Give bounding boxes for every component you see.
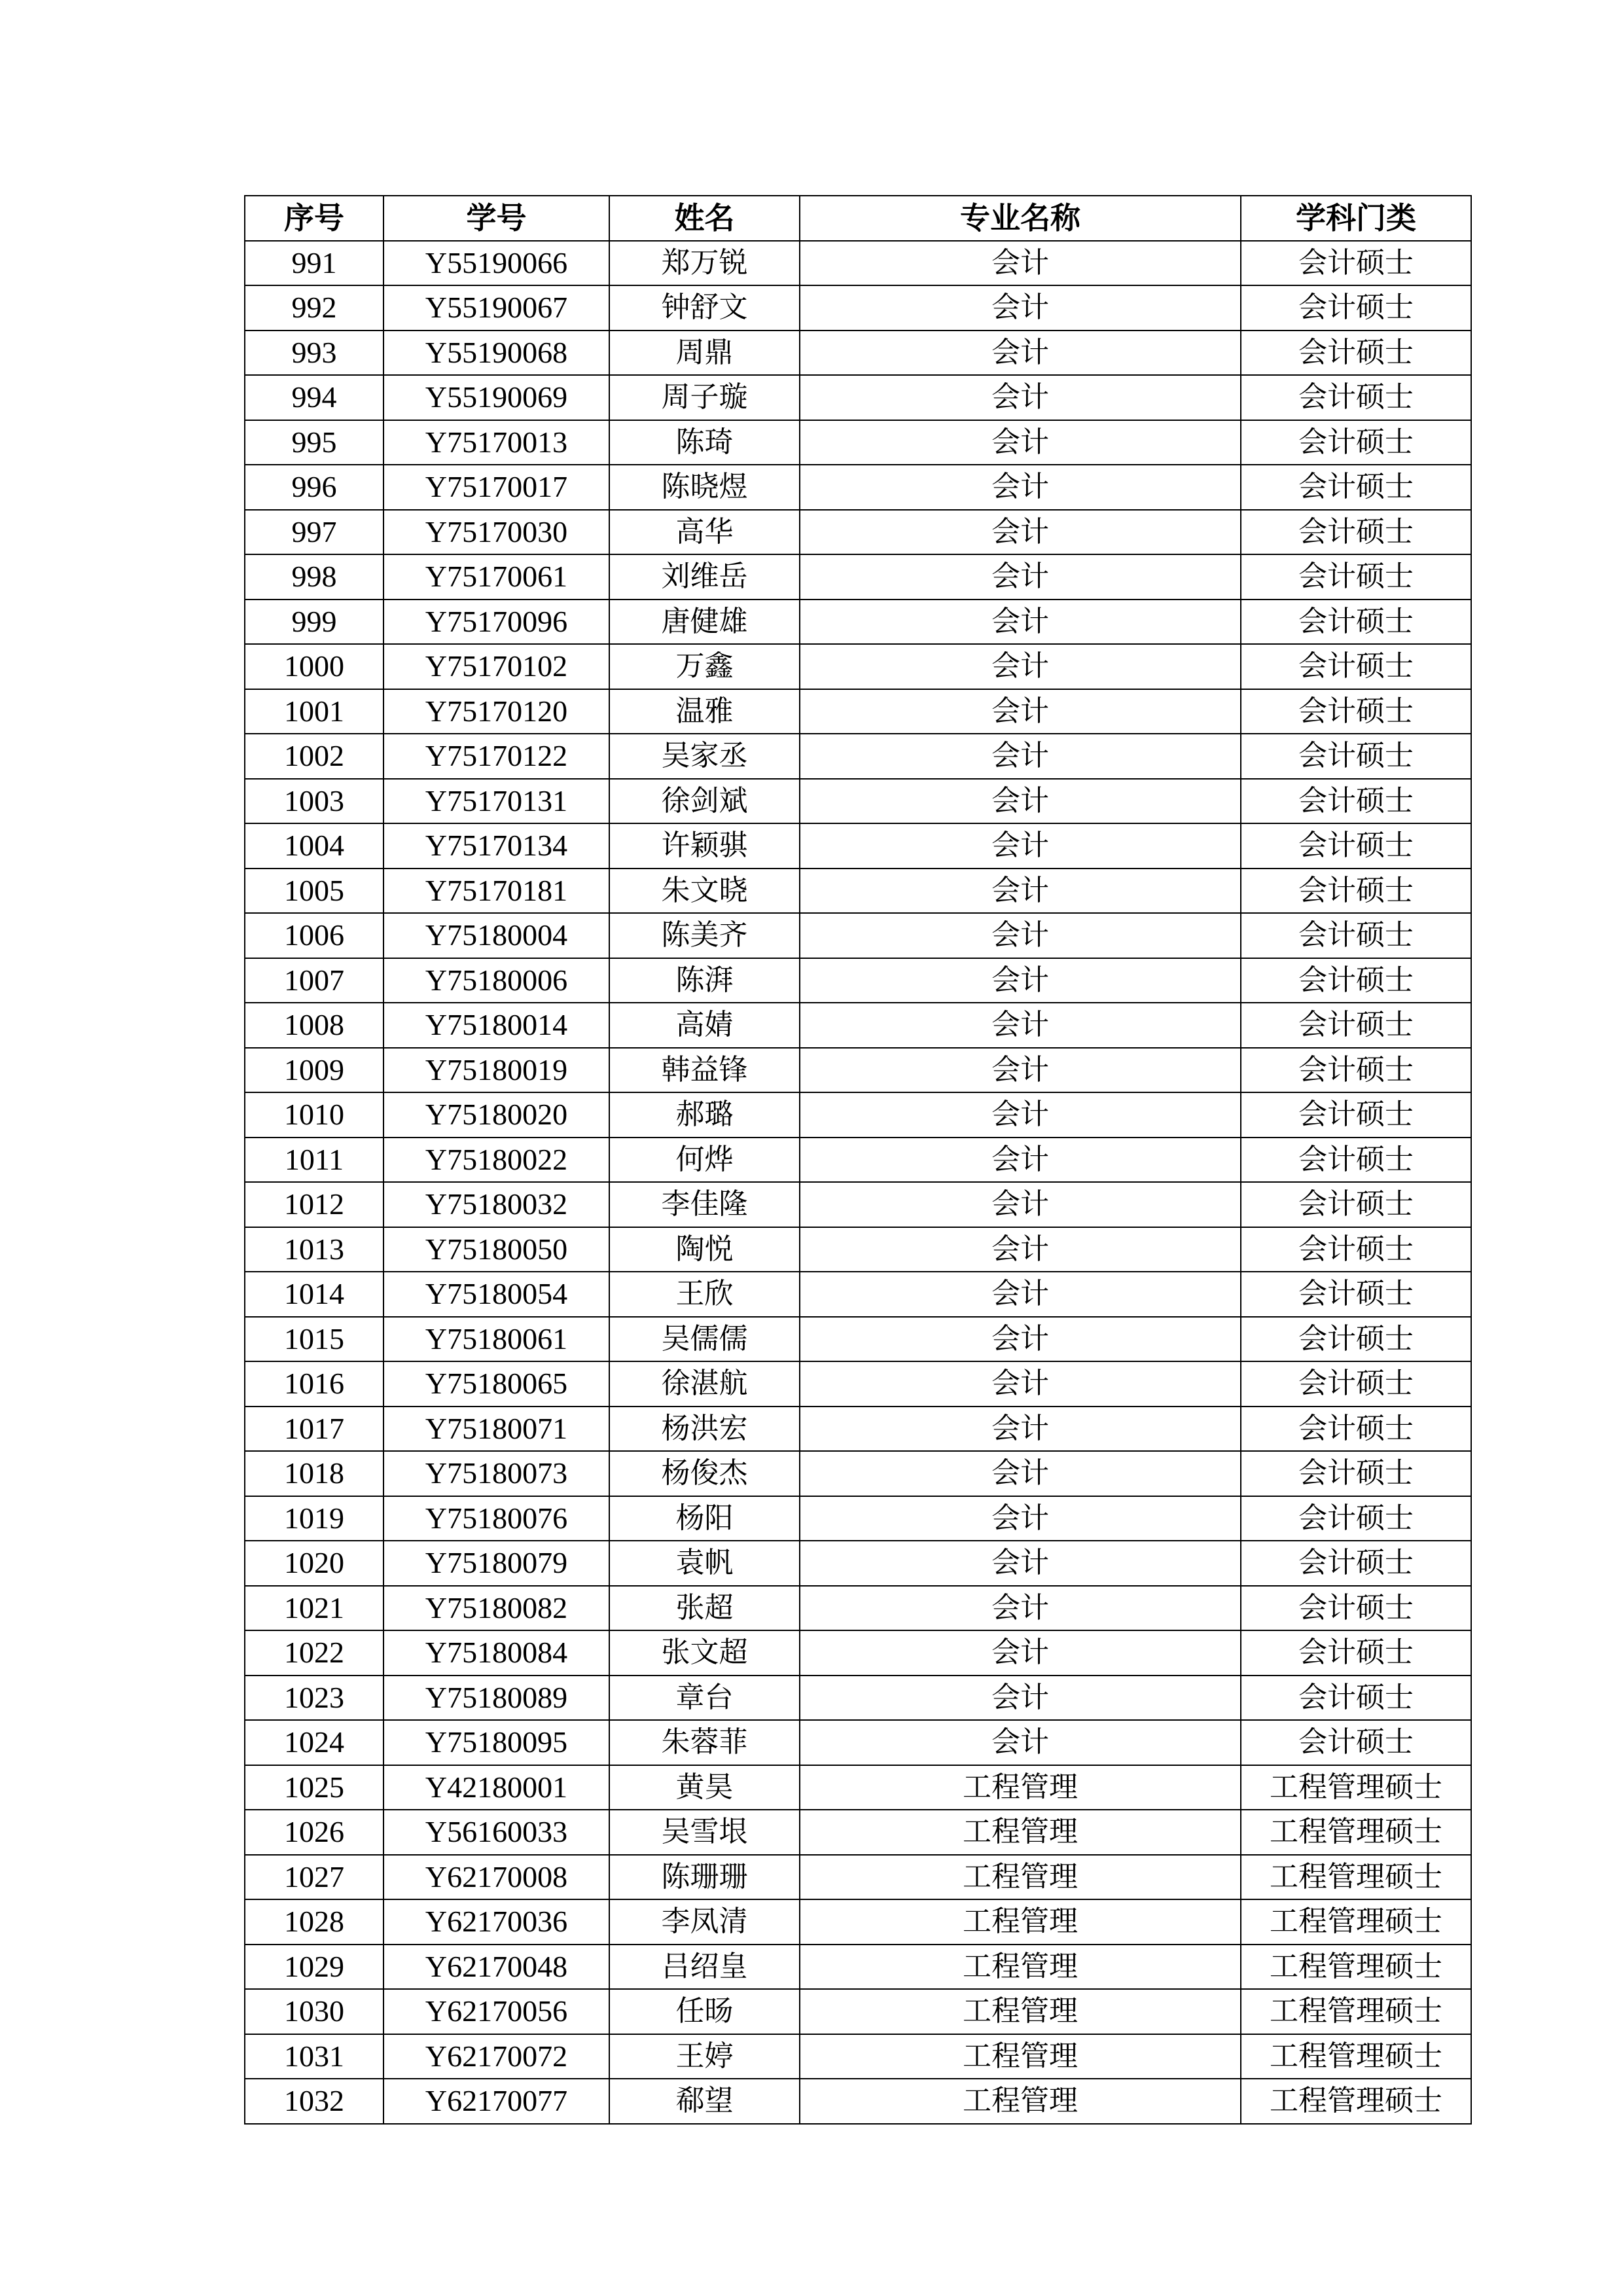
discipline-cell: 工程管理硕士 <box>1241 1810 1471 1855</box>
table-row <box>245 1138 1471 1183</box>
major-cell: 会计 <box>800 1272 1241 1317</box>
table-row <box>245 1496 1471 1541</box>
student-id-cell: Y75180020 <box>383 1092 609 1138</box>
major-cell: 会计 <box>800 958 1241 1003</box>
student-id-cell: Y75180050 <box>383 1227 609 1272</box>
discipline-cell: 会计硕士 <box>1241 1138 1471 1183</box>
student-id-cell: Y75180054 <box>383 1272 609 1317</box>
discipline-cell: 会计硕士 <box>1241 1676 1471 1721</box>
table-row <box>245 823 1471 869</box>
major-cell: 会计 <box>800 1630 1241 1676</box>
seq-cell: 1025 <box>245 1765 383 1810</box>
major-cell: 工程管理 <box>800 1945 1241 1990</box>
student-id-cell: Y75180032 <box>383 1182 609 1227</box>
student-id-cell: Y75180061 <box>383 1317 609 1362</box>
name-cell: 杨洪宏 <box>609 1407 800 1452</box>
name-cell: 张文超 <box>609 1630 800 1676</box>
table-row <box>245 554 1471 600</box>
major-cell: 会计 <box>800 420 1241 465</box>
table-row <box>245 1945 1471 1990</box>
student-id-cell: Y75180022 <box>383 1138 609 1183</box>
discipline-cell: 会计硕士 <box>1241 600 1471 645</box>
table-row <box>245 1855 1471 1900</box>
discipline-cell: 工程管理硕士 <box>1241 1855 1471 1900</box>
seq-cell: 1020 <box>245 1541 383 1586</box>
name-cell: 徐剑斌 <box>609 779 800 824</box>
header-name: 姓名 <box>609 196 800 241</box>
student-id-cell: Y62170056 <box>383 1989 609 2034</box>
seq-cell: 1023 <box>245 1676 383 1721</box>
major-cell: 会计 <box>800 869 1241 914</box>
seq-cell: 1009 <box>245 1048 383 1093</box>
table-row <box>245 1541 1471 1586</box>
seq-cell: 993 <box>245 331 383 376</box>
major-cell: 会计 <box>800 1048 1241 1093</box>
seq-cell: 1002 <box>245 734 383 779</box>
discipline-cell: 会计硕士 <box>1241 644 1471 689</box>
major-cell: 会计 <box>800 913 1241 958</box>
discipline-cell: 会计硕士 <box>1241 510 1471 555</box>
name-cell: 郝璐 <box>609 1092 800 1138</box>
student-id-cell: Y55190068 <box>383 331 609 376</box>
table-row <box>245 375 1471 420</box>
discipline-cell: 会计硕士 <box>1241 241 1471 286</box>
name-cell: 杨俊杰 <box>609 1451 800 1496</box>
seq-cell: 1015 <box>245 1317 383 1362</box>
seq-cell: 1018 <box>245 1451 383 1496</box>
student-id-cell: Y75170131 <box>383 779 609 824</box>
header-student-id: 学号 <box>383 196 609 241</box>
table-row <box>245 1003 1471 1048</box>
student-id-cell: Y75180004 <box>383 913 609 958</box>
name-cell: 陈湃 <box>609 958 800 1003</box>
name-cell: 陈美齐 <box>609 913 800 958</box>
student-id-cell: Y62170008 <box>383 1855 609 1900</box>
table-row <box>245 1092 1471 1138</box>
seq-cell: 1001 <box>245 689 383 734</box>
name-cell: 黄昊 <box>609 1765 800 1810</box>
discipline-cell: 工程管理硕士 <box>1241 2079 1471 2124</box>
major-cell: 会计 <box>800 465 1241 510</box>
discipline-cell: 会计硕士 <box>1241 1092 1471 1138</box>
student-id-cell: Y55190069 <box>383 375 609 420</box>
seq-cell: 1008 <box>245 1003 383 1048</box>
name-cell: 张超 <box>609 1586 800 1631</box>
student-id-cell: Y75180082 <box>383 1586 609 1631</box>
discipline-cell: 会计硕士 <box>1241 1361 1471 1407</box>
discipline-cell: 工程管理硕士 <box>1241 1765 1471 1810</box>
student-id-cell: Y75180073 <box>383 1451 609 1496</box>
seq-cell: 1007 <box>245 958 383 1003</box>
discipline-cell: 会计硕士 <box>1241 1272 1471 1317</box>
seq-cell: 991 <box>245 241 383 286</box>
name-cell: 章台 <box>609 1676 800 1721</box>
student-id-cell: Y56160033 <box>383 1810 609 1855</box>
major-cell: 工程管理 <box>800 1899 1241 1945</box>
table-row <box>245 1586 1471 1631</box>
student-id-cell: Y75170017 <box>383 465 609 510</box>
table-row <box>245 1899 1471 1945</box>
major-cell: 会计 <box>800 823 1241 869</box>
table-row <box>245 1407 1471 1452</box>
student-id-cell: Y75180076 <box>383 1496 609 1541</box>
table-row <box>245 420 1471 465</box>
student-id-cell: Y75170122 <box>383 734 609 779</box>
seq-cell: 1032 <box>245 2079 383 2124</box>
seq-cell: 1024 <box>245 1720 383 1765</box>
table-row <box>245 2034 1471 2079</box>
seq-cell: 1026 <box>245 1810 383 1855</box>
seq-cell: 1000 <box>245 644 383 689</box>
student-id-cell: Y62170036 <box>383 1899 609 1945</box>
student-id-cell: Y75180089 <box>383 1676 609 1721</box>
name-cell: 吴雪垠 <box>609 1810 800 1855</box>
name-cell: 郗望 <box>609 2079 800 2124</box>
seq-cell: 1017 <box>245 1407 383 1452</box>
table-row <box>245 1810 1471 1855</box>
discipline-cell: 会计硕士 <box>1241 1003 1471 1048</box>
discipline-cell: 工程管理硕士 <box>1241 1989 1471 2034</box>
table-row <box>245 2079 1471 2124</box>
seq-cell: 994 <box>245 375 383 420</box>
major-cell: 会计 <box>800 1092 1241 1138</box>
student-id-cell: Y62170077 <box>383 2079 609 2124</box>
seq-cell: 1006 <box>245 913 383 958</box>
major-cell: 会计 <box>800 241 1241 286</box>
major-cell: 会计 <box>800 1227 1241 1272</box>
table-row <box>245 1630 1471 1676</box>
major-cell: 工程管理 <box>800 1989 1241 2034</box>
discipline-cell: 会计硕士 <box>1241 1407 1471 1452</box>
discipline-cell: 工程管理硕士 <box>1241 1899 1471 1945</box>
major-cell: 会计 <box>800 1586 1241 1631</box>
major-cell: 会计 <box>800 1407 1241 1452</box>
table-row <box>245 644 1471 689</box>
seq-cell: 1027 <box>245 1855 383 1900</box>
header-major: 专业名称 <box>800 196 1241 241</box>
seq-cell: 999 <box>245 600 383 645</box>
seq-cell: 998 <box>245 554 383 600</box>
discipline-cell: 会计硕士 <box>1241 1182 1471 1227</box>
discipline-cell: 工程管理硕士 <box>1241 2034 1471 2079</box>
seq-cell: 1021 <box>245 1586 383 1631</box>
major-cell: 会计 <box>800 1541 1241 1586</box>
seq-cell: 992 <box>245 285 383 331</box>
name-cell: 唐健雄 <box>609 600 800 645</box>
student-id-cell: Y75180095 <box>383 1720 609 1765</box>
name-cell: 王婷 <box>609 2034 800 2079</box>
seq-cell: 1028 <box>245 1899 383 1945</box>
table-row <box>245 285 1471 331</box>
student-id-cell: Y75170181 <box>383 869 609 914</box>
major-cell: 工程管理 <box>800 1810 1241 1855</box>
name-cell: 袁帆 <box>609 1541 800 1586</box>
header-discipline: 学科门类 <box>1241 196 1471 241</box>
name-cell: 许颖骐 <box>609 823 800 869</box>
major-cell: 会计 <box>800 1361 1241 1407</box>
student-id-cell: Y62170048 <box>383 1945 609 1990</box>
major-cell: 会计 <box>800 331 1241 376</box>
student-id-cell: Y75170120 <box>383 689 609 734</box>
table-row <box>245 1765 1471 1810</box>
major-cell: 工程管理 <box>800 2034 1241 2079</box>
student-roster-table <box>244 195 1472 2125</box>
seq-cell: 1010 <box>245 1092 383 1138</box>
major-cell: 工程管理 <box>800 1765 1241 1810</box>
name-cell: 钟舒文 <box>609 285 800 331</box>
student-id-cell: Y75180065 <box>383 1361 609 1407</box>
table-row <box>245 869 1471 914</box>
major-cell: 会计 <box>800 644 1241 689</box>
discipline-cell: 会计硕士 <box>1241 823 1471 869</box>
table-body <box>245 241 1471 2124</box>
header-seq: 序号 <box>245 196 383 241</box>
seq-cell: 1019 <box>245 1496 383 1541</box>
seq-cell: 1012 <box>245 1182 383 1227</box>
major-cell: 会计 <box>800 600 1241 645</box>
discipline-cell: 会计硕士 <box>1241 958 1471 1003</box>
student-id-cell: Y75180019 <box>383 1048 609 1093</box>
student-id-cell: Y75170061 <box>383 554 609 600</box>
table-row <box>245 600 1471 645</box>
major-cell: 会计 <box>800 689 1241 734</box>
student-id-cell: Y75180079 <box>383 1541 609 1586</box>
major-cell: 会计 <box>800 1720 1241 1765</box>
discipline-cell: 会计硕士 <box>1241 1496 1471 1541</box>
discipline-cell: 会计硕士 <box>1241 1630 1471 1676</box>
discipline-cell: 会计硕士 <box>1241 1317 1471 1362</box>
name-cell: 朱文晓 <box>609 869 800 914</box>
name-cell: 吴家丞 <box>609 734 800 779</box>
table-row <box>245 1272 1471 1317</box>
name-cell: 吴儒儒 <box>609 1317 800 1362</box>
student-id-cell: Y42180001 <box>383 1765 609 1810</box>
table-row <box>245 1182 1471 1227</box>
name-cell: 陈珊珊 <box>609 1855 800 1900</box>
name-cell: 李佳隆 <box>609 1182 800 1227</box>
header-row <box>245 196 1471 241</box>
major-cell: 会计 <box>800 779 1241 824</box>
student-id-cell: Y75170096 <box>383 600 609 645</box>
table-row <box>245 1048 1471 1093</box>
discipline-cell: 会计硕士 <box>1241 1541 1471 1586</box>
major-cell: 会计 <box>800 1676 1241 1721</box>
discipline-cell: 工程管理硕士 <box>1241 1945 1471 1990</box>
student-id-cell: Y75180006 <box>383 958 609 1003</box>
seq-cell: 1022 <box>245 1630 383 1676</box>
discipline-cell: 会计硕士 <box>1241 554 1471 600</box>
discipline-cell: 会计硕士 <box>1241 285 1471 331</box>
student-id-cell: Y75170013 <box>383 420 609 465</box>
name-cell: 郑万锐 <box>609 241 800 286</box>
seq-cell: 1031 <box>245 2034 383 2079</box>
major-cell: 会计 <box>800 1317 1241 1362</box>
discipline-cell: 会计硕士 <box>1241 734 1471 779</box>
discipline-cell: 会计硕士 <box>1241 1720 1471 1765</box>
major-cell: 工程管理 <box>800 1855 1241 1900</box>
name-cell: 任旸 <box>609 1989 800 2034</box>
table-row <box>245 779 1471 824</box>
major-cell: 会计 <box>800 1451 1241 1496</box>
student-id-cell: Y75170030 <box>383 510 609 555</box>
discipline-cell: 会计硕士 <box>1241 331 1471 376</box>
name-cell: 吕绍皇 <box>609 1945 800 1990</box>
discipline-cell: 会计硕士 <box>1241 869 1471 914</box>
discipline-cell: 会计硕士 <box>1241 1048 1471 1093</box>
major-cell: 会计 <box>800 1138 1241 1183</box>
discipline-cell: 会计硕士 <box>1241 375 1471 420</box>
major-cell: 会计 <box>800 510 1241 555</box>
name-cell: 韩益锋 <box>609 1048 800 1093</box>
seq-cell: 996 <box>245 465 383 510</box>
name-cell: 周子璇 <box>609 375 800 420</box>
student-id-cell: Y75170102 <box>383 644 609 689</box>
seq-cell: 1030 <box>245 1989 383 2034</box>
table-row <box>245 958 1471 1003</box>
table-row <box>245 1720 1471 1765</box>
name-cell: 高华 <box>609 510 800 555</box>
name-cell: 王欣 <box>609 1272 800 1317</box>
name-cell: 朱蓉菲 <box>609 1720 800 1765</box>
student-id-cell: Y75180071 <box>383 1407 609 1452</box>
seq-cell: 1003 <box>245 779 383 824</box>
major-cell: 会计 <box>800 1496 1241 1541</box>
discipline-cell: 会计硕士 <box>1241 420 1471 465</box>
major-cell: 会计 <box>800 285 1241 331</box>
seq-cell: 1005 <box>245 869 383 914</box>
table-row <box>245 510 1471 555</box>
name-cell: 陈晓煜 <box>609 465 800 510</box>
table-row <box>245 689 1471 734</box>
discipline-cell: 会计硕士 <box>1241 465 1471 510</box>
table-row <box>245 1676 1471 1721</box>
student-id-cell: Y75180014 <box>383 1003 609 1048</box>
major-cell: 会计 <box>800 1003 1241 1048</box>
student-id-cell: Y62170072 <box>383 2034 609 2079</box>
discipline-cell: 会计硕士 <box>1241 913 1471 958</box>
seq-cell: 997 <box>245 510 383 555</box>
name-cell: 高婧 <box>609 1003 800 1048</box>
seq-cell: 1013 <box>245 1227 383 1272</box>
major-cell: 会计 <box>800 375 1241 420</box>
seq-cell: 995 <box>245 420 383 465</box>
table-row <box>245 465 1471 510</box>
major-cell: 工程管理 <box>800 2079 1241 2124</box>
discipline-cell: 会计硕士 <box>1241 1586 1471 1631</box>
name-cell: 陈琦 <box>609 420 800 465</box>
name-cell: 徐湛航 <box>609 1361 800 1407</box>
table-header <box>245 196 1471 241</box>
seq-cell: 1014 <box>245 1272 383 1317</box>
seq-cell: 1011 <box>245 1138 383 1183</box>
seq-cell: 1004 <box>245 823 383 869</box>
student-id-cell: Y75170134 <box>383 823 609 869</box>
seq-cell: 1029 <box>245 1945 383 1990</box>
major-cell: 会计 <box>800 554 1241 600</box>
table-row <box>245 734 1471 779</box>
discipline-cell: 会计硕士 <box>1241 1227 1471 1272</box>
table-row <box>245 1361 1471 1407</box>
table-row <box>245 1989 1471 2034</box>
discipline-cell: 会计硕士 <box>1241 689 1471 734</box>
table-row <box>245 331 1471 376</box>
seq-cell: 1016 <box>245 1361 383 1407</box>
student-id-cell: Y75180084 <box>383 1630 609 1676</box>
name-cell: 李凤清 <box>609 1899 800 1945</box>
major-cell: 会计 <box>800 734 1241 779</box>
name-cell: 周鼎 <box>609 331 800 376</box>
table-row <box>245 1451 1471 1496</box>
discipline-cell: 会计硕士 <box>1241 1451 1471 1496</box>
name-cell: 刘维岳 <box>609 554 800 600</box>
student-id-cell: Y55190067 <box>383 285 609 331</box>
table-row <box>245 1317 1471 1362</box>
major-cell: 会计 <box>800 1182 1241 1227</box>
table-row <box>245 241 1471 286</box>
name-cell: 杨阳 <box>609 1496 800 1541</box>
table-row <box>245 1227 1471 1272</box>
name-cell: 陶悦 <box>609 1227 800 1272</box>
student-id-cell: Y55190066 <box>383 241 609 286</box>
name-cell: 温雅 <box>609 689 800 734</box>
name-cell: 万鑫 <box>609 644 800 689</box>
discipline-cell: 会计硕士 <box>1241 779 1471 824</box>
table-row <box>245 913 1471 958</box>
name-cell: 何烨 <box>609 1138 800 1183</box>
